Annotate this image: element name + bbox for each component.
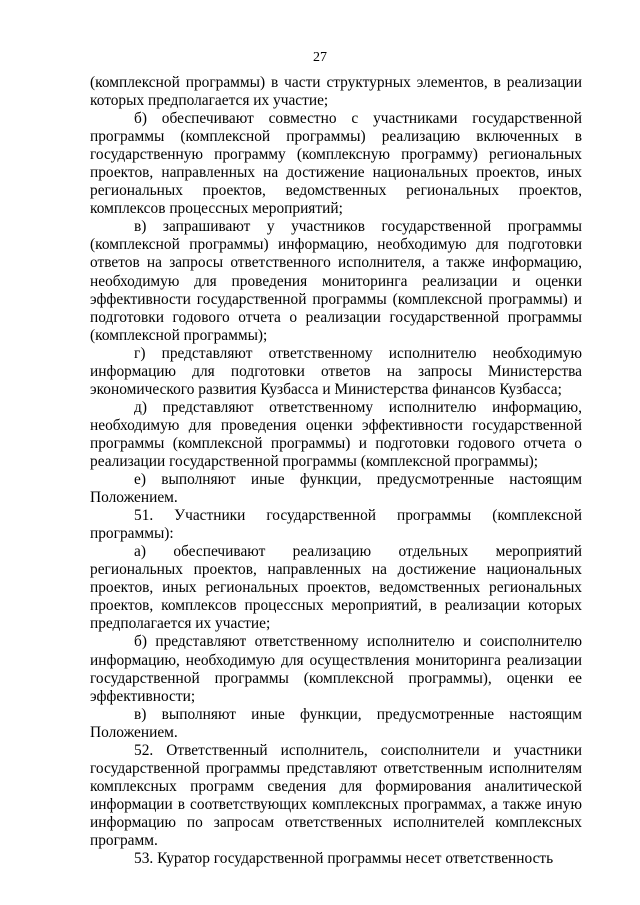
paragraph-51b: б) представляют ответственному исполнителю и соисполнителю информацию, необходимую для осуществления мониторинга реализации государственной программы (комплексной программы), оценки ее эффективности; [90,633,582,705]
paragraph-51a: а) обеспечивают реализацию отдельных мероприятий региональных проектов, направленных на достижение национальных проектов, иных региональных проектов, ведомственных региональных проектов, комплексов процессных мероприятий, в реализации которых предполагается их участие; [90,543,582,633]
document-body [90,74,582,868]
paragraph-50g: г) представляют ответственному исполнителю необходимую информацию для подготовки ответов на запросы Министерства экономического развития Кузбасса и Министерства финансов Кузбасса; [90,344,582,398]
paragraph-continuation: (комплексной программы) в части структурных элементов, в реализации которых предполагается их участие; [90,74,582,110]
paragraph-51: 51. Участники государственной программы (комплексной программы): [90,507,582,543]
paragraph-50v: в) запрашивают у участников государственной программы (комплексной программы) информацию, необходимую для подготовки ответов на запросы ответственного исполнителя, а также информацию, необходимую для проведения мониторинга реализации и оценки эффективности государственной программы (комплексной программы) и подготовки годового отчета о реализации государственной программы (комплексной программы); [90,218,582,344]
paragraph-51v: в) выполняют иные функции, предусмотренные настоящим Положением. [90,705,582,741]
paragraph-53: 53. Куратор государственной программы несет ответственность [134,850,554,868]
paragraph-50b: б) обеспечивают совместно с участниками государственной программы (комплексной программы) реализацию включенных в государственную программу (комплексную программу) региональных проектов, направленных на достижение национальных проектов, иных региональных проектов, ведомственных региональных проектов, комплексов процессных мероприятий; [90,110,582,218]
page-number: 27 [313,50,327,65]
paragraph-52: 52. Ответственный исполнитель, соисполнители и участники государственной программы представляют ответственным исполнителям комплексных программ сведения для формирования аналитической информации в соответствующих комплексных программах, а также иную информацию по запросам ответственных исполнителей комплексных программ. [90,741,582,849]
paragraph-50e: е) выполняют иные функции, предусмотренные настоящим Положением. [90,471,582,507]
paragraph-50d: д) представляют ответственному исполнителю информацию, необходимую для проведения оценки эффективности государственной программы (комплексной программы) и подготовки годового отчета о реализации государственной программы (комплексной программы); [90,398,582,470]
